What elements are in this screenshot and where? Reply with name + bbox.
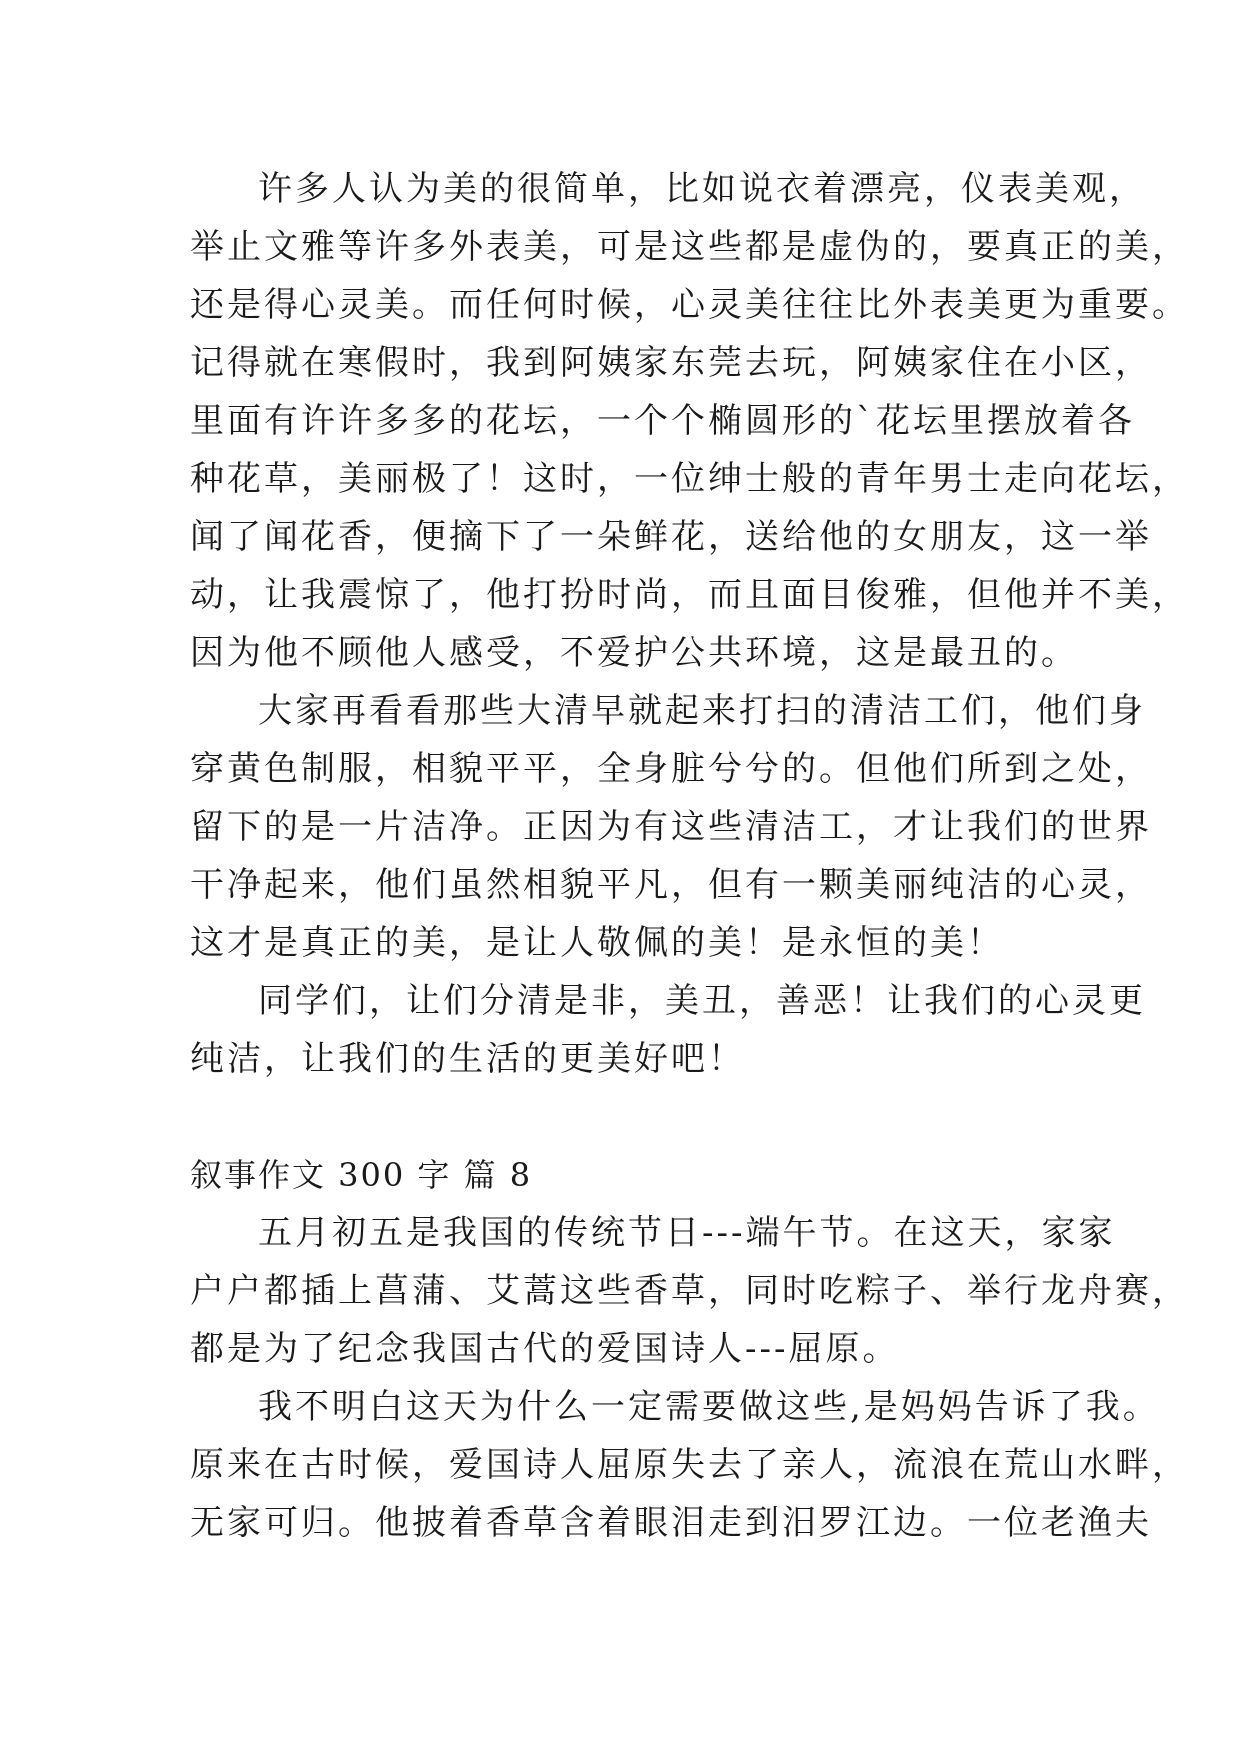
text-line: 因为他不顾他人感受，不爱护公共环境，这是最丑的。 (190, 633, 1078, 673)
text-line: 五月初五是我国的传统节日---端午节。在这天，家家 (258, 1213, 1116, 1253)
text-line: 同学们，让们分清是非，美丑，善恶！让我们的心灵更 (258, 981, 1146, 1021)
text-line: 许多人认为美的很简单，比如说衣着漂亮，仪表美观， (258, 169, 1146, 209)
text-line: 大家再看看那些大清早就起来打扫的清洁工们，他们身 (258, 691, 1146, 731)
text-line: 里面有许许多多的花坛，一个个椭圆形的`花坛里摆放着各 (190, 401, 1135, 441)
text-line: 还是得心灵美。而任何时候，心灵美往往比外表美更为重要。 (190, 285, 1189, 325)
text-line: 这才是真正的美，是让人敬佩的美！是永恒的美！ (190, 923, 1004, 963)
paragraph (190, 1204, 1189, 1378)
text-line: 种花草，美丽极了！这时，一位绅士般的青年男士走向花坛， (190, 459, 1189, 499)
text-line: 穿黄色制服，相貌平平，全身脏兮兮的。但他们所到之处， (190, 749, 1152, 789)
text-line: 动，让我震惊了，他打扮时尚，而且面目俊雅，但他并不美， (190, 575, 1189, 615)
section-heading: 叙事作文 300 字 篇 8 (190, 1156, 533, 1194)
text-line: 都是为了纪念我国古代的爱国诗人---屈原。 (190, 1329, 900, 1369)
text-line: 记得就在寒假时，我到阿姨家东莞去玩，阿姨家住在小区， (190, 343, 1152, 383)
text-line: 纯洁，让我们的生活的更美好吧！ (190, 1039, 745, 1079)
document-page (190, 160, 1189, 1552)
paragraph (190, 1378, 1189, 1552)
text-line: 户户都插上菖蒲、艾蒿这些香草，同时吃粽子、举行龙舟赛， (190, 1271, 1189, 1311)
text-line: 闻了闻花香，便摘下了一朵鲜花，送给他的女朋友，这一举 (190, 517, 1152, 557)
text-line: 我不明白这天为什么一定需要做这些,是妈妈告诉了我。 (258, 1387, 1160, 1427)
paragraph (190, 160, 1189, 682)
text-line: 留下的是一片洁净。正因为有这些清洁工，才让我们的世界 (190, 807, 1152, 847)
text-line: 举止文雅等许多外表美，可是这些都是虚伪的，要真正的美， (190, 227, 1189, 267)
paragraph (190, 972, 1146, 1088)
text-line: 干净起来，他们虽然相貌平凡，但有一颗美丽纯洁的心灵， (190, 865, 1152, 905)
text-line: 原来在古时候，爱国诗人屈原失去了亲人，流浪在荒山水畔， (190, 1445, 1189, 1485)
text-line: 无家可归。他披着香草含着眼泪走到汨罗江边。一位老渔夫 (190, 1503, 1152, 1543)
paragraph (190, 682, 1152, 972)
